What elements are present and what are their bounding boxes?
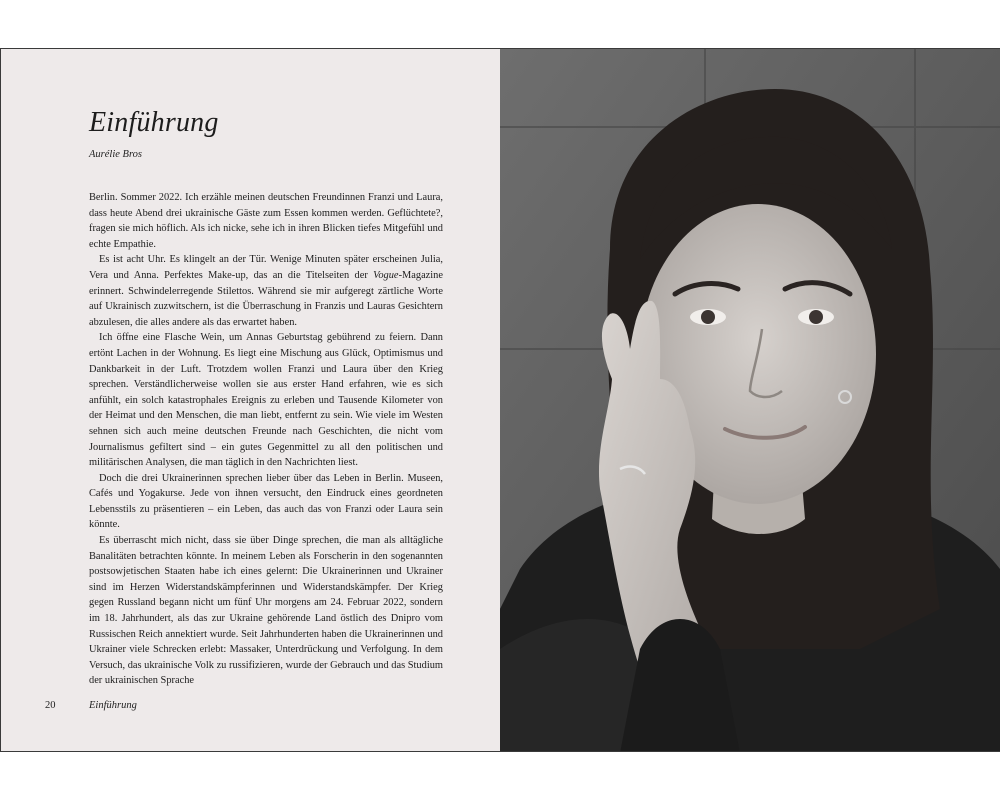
- magazine-title: Vogue: [373, 269, 399, 281]
- left-page: [0, 49, 500, 751]
- portrait-photo: [500, 49, 1000, 751]
- running-head: Einführung: [89, 700, 137, 711]
- paragraph: Es ist acht Uhr. Es klingelt an der Tür. Wenige Minuten später erscheinen Julia, Vera und Anna. Perfektes Make-up, das an die Titelseiten der Vogue-Magazine erinnert. Schwindelerregende Stilettos. Während sie mir aufgeregt zärtliche Worte auf Ukrainisch zuzwitschern, ist die Überraschung in Franzis und Lauras Gesichtern abzulesen, die alles andere als das erwartet haben.: [89, 254, 443, 328]
- author-name: Aurélie Bros: [89, 149, 142, 160]
- book-spread: [0, 48, 1000, 752]
- chapter-title: Einführung: [89, 107, 219, 138]
- paragraph: Doch die drei Ukrainerinnen sprechen lieber über das Leben in Berlin. Museen, Cafés und Yogakurse. Jede von ihnen versucht, den Eindruck eines geordneten Lebensstils zu präsentieren – ein Leben, das auch das von Franzi oder Laura sein könnte.: [89, 472, 443, 531]
- paragraph: Ich öffne eine Flasche Wein, um Annas Geburtstag gebührend zu feiern. Dann ertönt Lachen in der Wohnung. Es liegt eine Mischung aus Glück, Optimismus und Dankbarkeit in der Luft. Trotzdem wollen Franzi und Laura über den Krieg sprechen. Verständlicherweise wollen sie aus erster Hand erfahren, wie es sich anfühlt, ein solch katastrophales Ereignis zu erleben und Tausende Kilometer von der Heimat und den Menschen, die man liebt, entfernt zu sein. Wie viele im Westen sehnen sich auch meine deutschen Freunde nach Geschichten, die nicht vom Journalismus gefiltert sind – ein gutes Gegenmittel zu all den politischen und militärischen Analysen, die man täglich in den Nachrichten liest.: [89, 332, 443, 469]
- paragraph: Es überrascht mich nicht, dass sie über Dinge sprechen, die man als alltägliche Banalitäten betrachten könnte. In meinem Leben als Forscherin in den sogenannten postsowjetischen Staaten habe ich eines gelernt: Die Ukrainerinnen und Ukrainer sind im Herzen Widerstandskämpferinnen und Widerstandskämpfer. Der Krieg gegen Russland begann nicht um fünf Uhr morgens am 24. Februar 2022, sondern im 18. Jahrhundert, als das zur Ukraine gehörende Land östlich des Dnipro vom Russischen Reich annektiert wurde. Seit Jahrhunderten haben die Ukrainerinnen und Ukrainer viele Schrecken erlebt: Massaker, Unterdrückung und Verfolgung. In dem Versuch, das ukrainische Volk zu russifizieren, wurde der Gebrauch und das Studium der ukrainischen Sprache: [89, 535, 443, 687]
- paragraph: Berlin. Sommer 2022. Ich erzähle meinen deutschen Freundinnen Franzi und Laura, dass heute Abend drei ukrainische Gäste zum Essen kommen werden. Geflüchtete?, fragen sie mich höflich. Als ich nicke, sehe ich in ihren Blicken tiefes Mitgefühl und echte Empathie.: [89, 192, 443, 250]
- page-number: 20: [45, 700, 56, 711]
- body-text: [89, 190, 443, 689]
- portrait-illustration: [500, 49, 1000, 751]
